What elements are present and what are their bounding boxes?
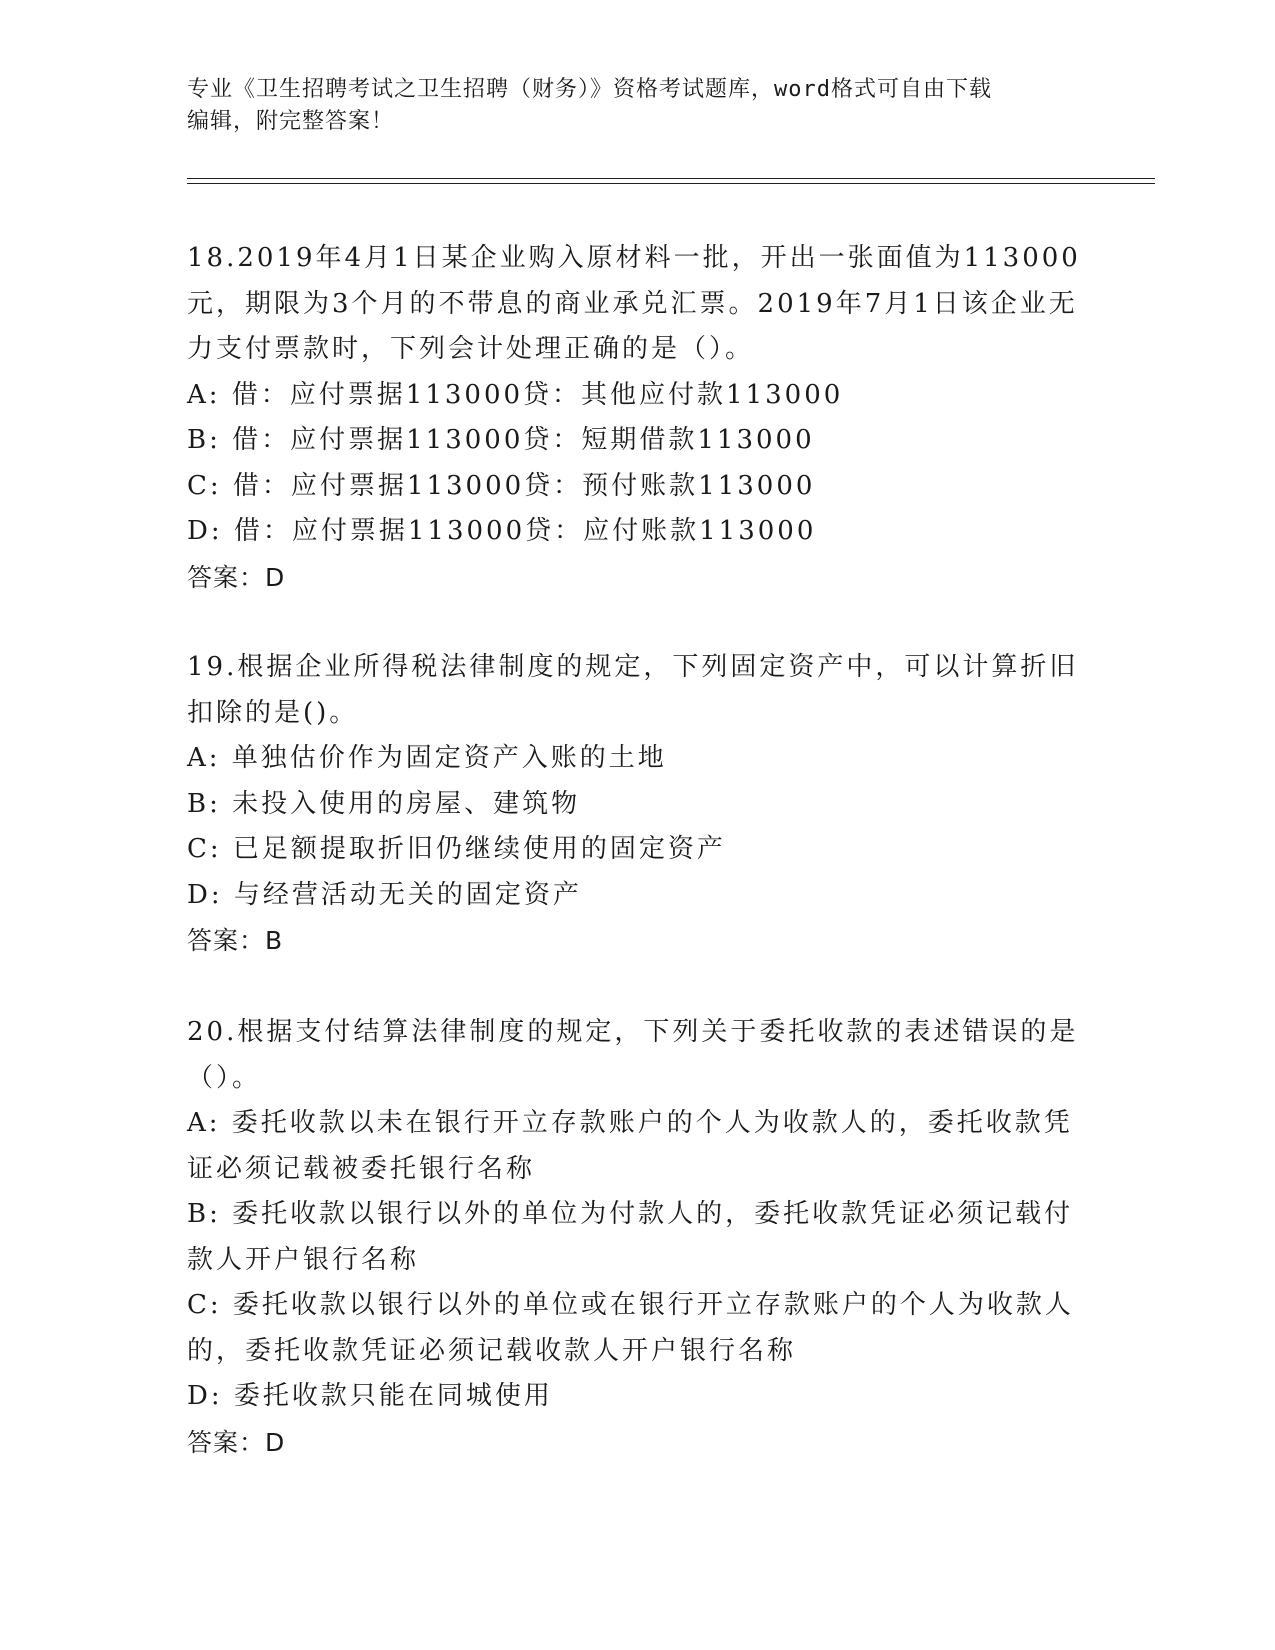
header-line-1: 专业《卫生招聘考试之卫生招聘（财务）》资格考试题库，word格式可自由下载 [187,77,992,102]
question-stem: 20.根据支付结算法律制度的规定，下列关于委托收款的表述错误的是（）。 [187,1017,1079,1093]
question-18 [187,236,1082,600]
header-divider-bottom [187,183,1155,184]
option-d: D: 与经营活动无关的固定资产 [187,879,582,910]
option-b: B: 借：应付票据113000贷：短期借款113000 [187,425,815,455]
header-divider-top [187,178,1155,179]
question-20 [187,1010,1082,1465]
answer: 答案：B [187,926,284,955]
answer: 答案：D [187,562,286,592]
header-line-2: 编辑，附完整答案！ [187,109,395,134]
question-stem: 19.根据企业所得税法律制度的规定，下列固定资产中，可以计算折旧扣除的是()。 [187,652,1079,728]
option-c: C: 借：应付票据113000贷：预付账款113000 [187,470,816,501]
option-c: C: 委托收款以银行以外的单位或在银行开立存款账户的个人为收款人的，委托收款凭证必须记载收款人开户银行名称 [187,1290,1074,1366]
option-c: C: 已足额提取折旧仍继续使用的固定资产 [187,834,726,864]
option-d: D: 借：应付票据113000贷：应付账款113000 [187,516,817,546]
option-a: A: 借：应付票据113000贷：其他应付款113000 [187,379,844,410]
question-stem: 18.2019年4月1日某企业购入原材料一批，开出一张面值为113000元，期限为3个月的不带息的商业承兑汇票。2019年7月1日该企业无力支付票款时，下列会计处理正确的是（）。 [187,243,1081,364]
option-d: D: 委托收款只能在同城使用 [187,1381,553,1411]
question-19 [187,645,1082,964]
answer: 答案：D [187,1427,286,1457]
option-b: B: 未投入使用的房屋、建筑物 [187,788,581,819]
option-b: B: 委托收款以银行以外的单位为付款人的，委托收款凭证必须记载付款人开户银行名称 [187,1199,1074,1275]
option-a: A: 单独估价作为固定资产入账的土地 [187,743,667,773]
option-a: A: 委托收款以未在银行开立存款账户的个人为收款人的，委托收款凭证必须记载被委托银行名称 [187,1108,1073,1184]
document-header [187,74,1067,138]
